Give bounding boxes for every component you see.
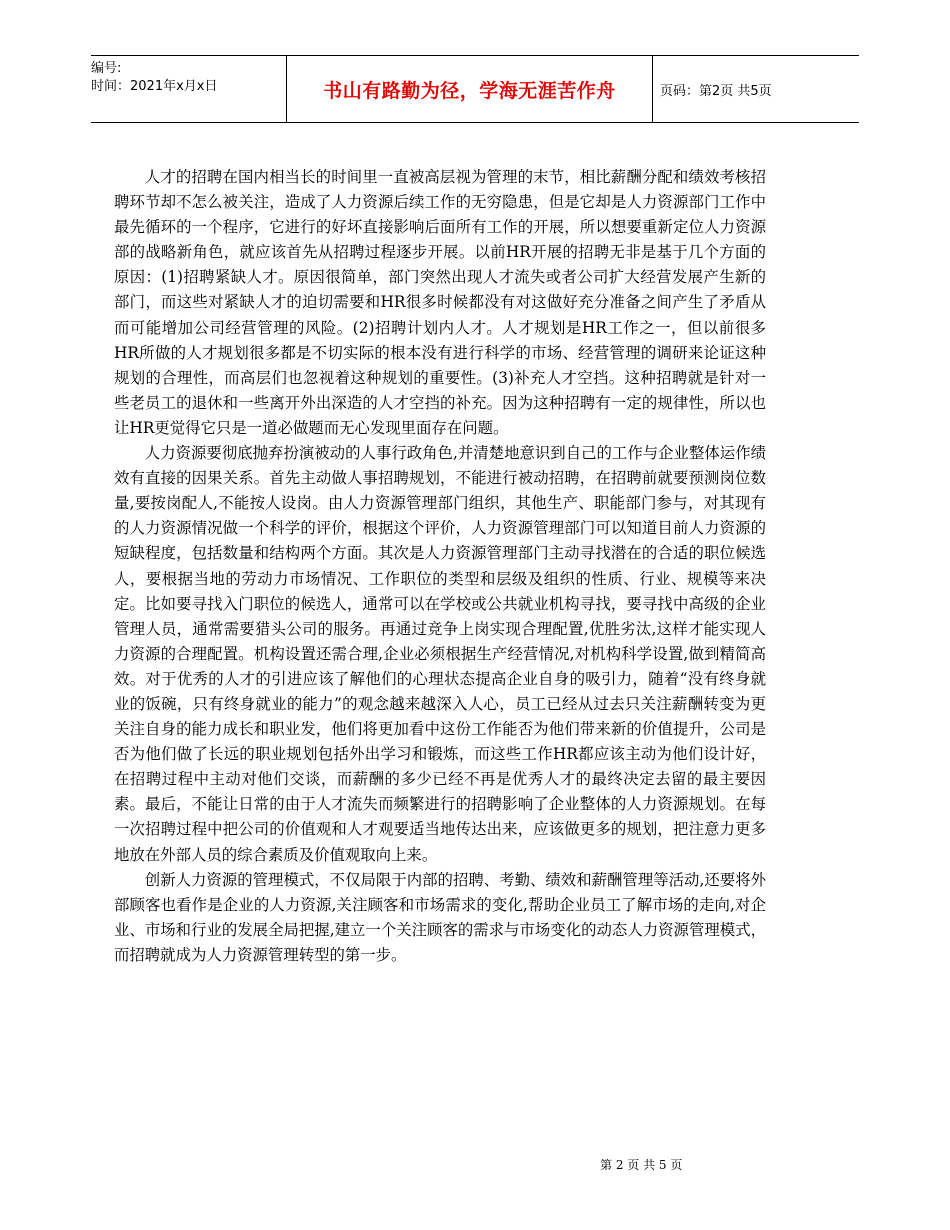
header-motto: 书山有路勤为径，学海无涯苦作舟 xyxy=(286,56,653,122)
page-header xyxy=(91,55,859,123)
document-time-label: 时间：2021年x月x日 xyxy=(91,79,218,94)
body-paragraph-2: 人力资源要彻底抛弃扮演被动的人事行政角色,并清楚地意识到自己的工作与企业整体运作绩效有直接的因果关系。首先主动做人事招聘规划，不能进行被动招聘，在招聘前就要预测岗位数量,要按岗配人,不能按人设岗。由人力资源管理部门组织，其他生产、职能部门参与，对其现有的人力资源情况做一个科学的评价，根据这个评价，人力资源管理部门可以知道目前人力资源的短缺程度，包括数量和结构两个方面。其次是人力资源管理部门主动寻找潜在的合适的职位候选人，要根据当地的劳动力市场情况、工作职位的类型和层级及组织的性质、行业、规模等来决定。比如要寻找入门职位的候选人，通常可以在学校或公共就业机构寻找，要寻找中高级的企业管理人员，通常需要猎头公司的服务。再通过竞争上岗实现合理配置,优胜劣汰,这样才能实现人力资源的合理配置。机构设置还需合理,企业必须根据生产经营情况,对机构科学设置,做到精简高效。对于优秀的人才的引进应该了解他们的心理状态提高企业自身的吸引力，随着“没有终身就业的饭碗，只有终身就业的能力”的观念越来越深入人心，员工已经从过去只关注薪酬转变为更关注自身的能力成长和职业发，他们将更加看中这份工作能否为他们带来新的价值提升，公司是否为他们做了长远的职业规划包括外出学习和锻炼，而这些工作HR都应该主动为他们设计好，在招聘过程中主动对他们交谈，而薪酬的多少已经不再是优秀人才的最终决定去留的最主要因素。最后，不能让日常的由于人才流失而频繁进行的招聘影响了企业整体的人力资源规划。在每一次招聘过程中把公司的价值观和人才观要适当地传达出来，应该做更多的规划，把注意力更多地放在外部人员的综合素质及价值观取向上来。 xyxy=(114,444,766,864)
header-left-cell xyxy=(91,56,286,122)
page-footer: 第 2 页 共 5 页 xyxy=(600,1158,683,1172)
document-body xyxy=(114,165,766,968)
header-page-number: 页码：第2页 共5页 xyxy=(660,83,772,99)
body-paragraph-1: 人才的招聘在国内相当长的时间里一直被高层视为管理的末节，相比薪酬分配和绩效考核招聘环节却不怎么被关注，造成了人力资源后续工作的无穷隐患，但是它却是人力资源部门工作中最先循环的一个程序，它进行的好坏直接影响后面所有工作的开展，所以想要重新定位人力资源部的战略新角色，就应该首先从招聘过程逐步开展。以前HR开展的招聘无非是基于几个方面的原因：(1)招聘紧缺人才。原因很简单，部门突然出现人才流失或者公司扩大经营发展产生新的部门，而这些对紧缺人才的迫切需要和HR很多时候都没有对这做好充分准备之间产生了矛盾从而可能增加公司经营管理的风险。(2)招聘计划内人才。人才规划是HR工作之一，但以前很多HR所做的人才规划很多都是不切实际的根本没有进行科学的市场、经营管理的调研来论证这种规划的合理性，而高层们也忽视着这种规划的重要性。(3)补充人才空挡。这种招聘就是针对一些老员工的退休和一些离开外出深造的人才空挡的补充。因为这种招聘有一定的规律性，所以也让HR更觉得它只是一道必做题而无心发现里面存在问题。 xyxy=(114,168,766,437)
document-number-label: 编号: xyxy=(91,61,122,76)
body-paragraph-3: 创新人力资源的管理模式，不仅局限于内部的招聘、考勤、绩效和薪酬管理等活动,还要将外部顾客也看作是企业的人力资源,关注顾客和市场需求的变化,帮助企业员工了解市场的走向,对企业、市场和行业的发展全局把握,建立一个关注顾客的需求与市场变化的动态人力资源管理模式，而招聘就成为人力资源管理转型的第一步。 xyxy=(114,870,766,964)
